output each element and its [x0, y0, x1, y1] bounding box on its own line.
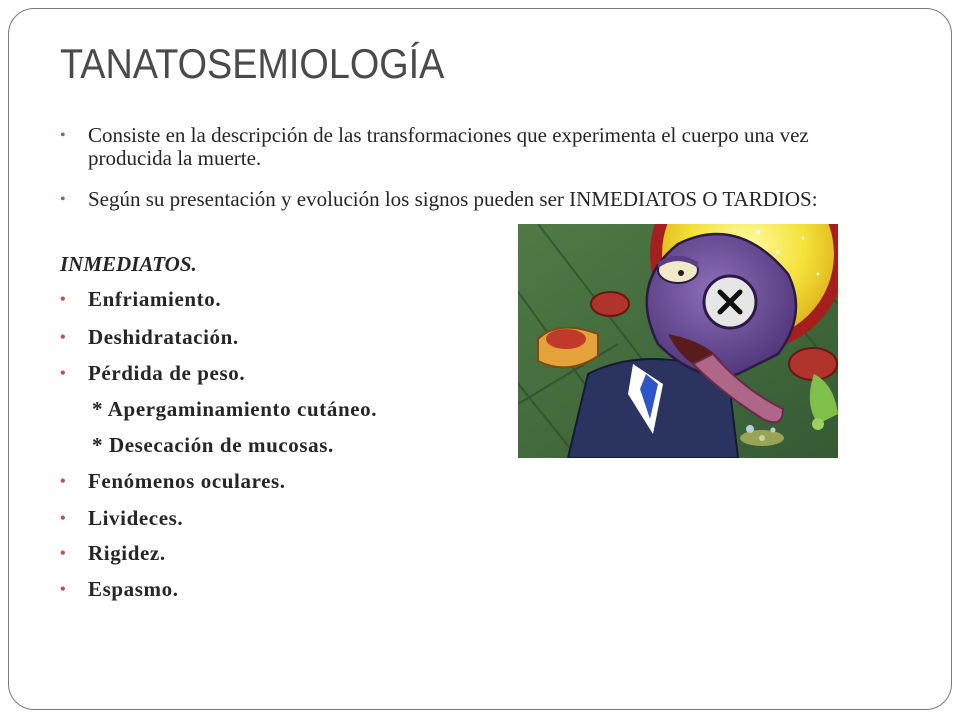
bullet-item — [60, 188, 880, 211]
sign-item — [60, 362, 880, 385]
slide-title: TANATOSEMIOLOGÍA — [60, 40, 445, 87]
sign-item — [60, 578, 880, 601]
sign-item — [60, 470, 880, 493]
sign-item — [60, 288, 880, 311]
bullet-text: • Consiste en la descripción de las transformaciones que experimenta el cuerpo una vez producida la muerte. — [88, 123, 809, 170]
sub-sign-text: * Apergaminamiento cutáneo. — [92, 397, 378, 421]
sign-text: • Deshidratación. — [88, 325, 239, 349]
bullet-item — [60, 124, 880, 170]
sign-text: • Pérdida de peso. — [88, 361, 246, 385]
sub-sign-text: * Desecación de mucosas. — [92, 433, 334, 457]
sign-text: • Fenómenos oculares. — [88, 469, 286, 493]
sign-item — [60, 542, 880, 565]
bullet-text: • Según su presentación y evolución los signos pueden ser INMEDIATOS O TARDIOS: — [88, 187, 818, 211]
sign-text: • Livideces. — [88, 506, 184, 530]
sign-item — [60, 326, 880, 349]
sign-item — [60, 507, 880, 530]
sign-text: • Rigidez. — [88, 541, 166, 565]
sign-text: • Espasmo. — [88, 577, 179, 601]
sign-text: • Enfriamiento. — [88, 287, 222, 311]
subheading-inmediatos: INMEDIATOS. — [60, 252, 197, 276]
